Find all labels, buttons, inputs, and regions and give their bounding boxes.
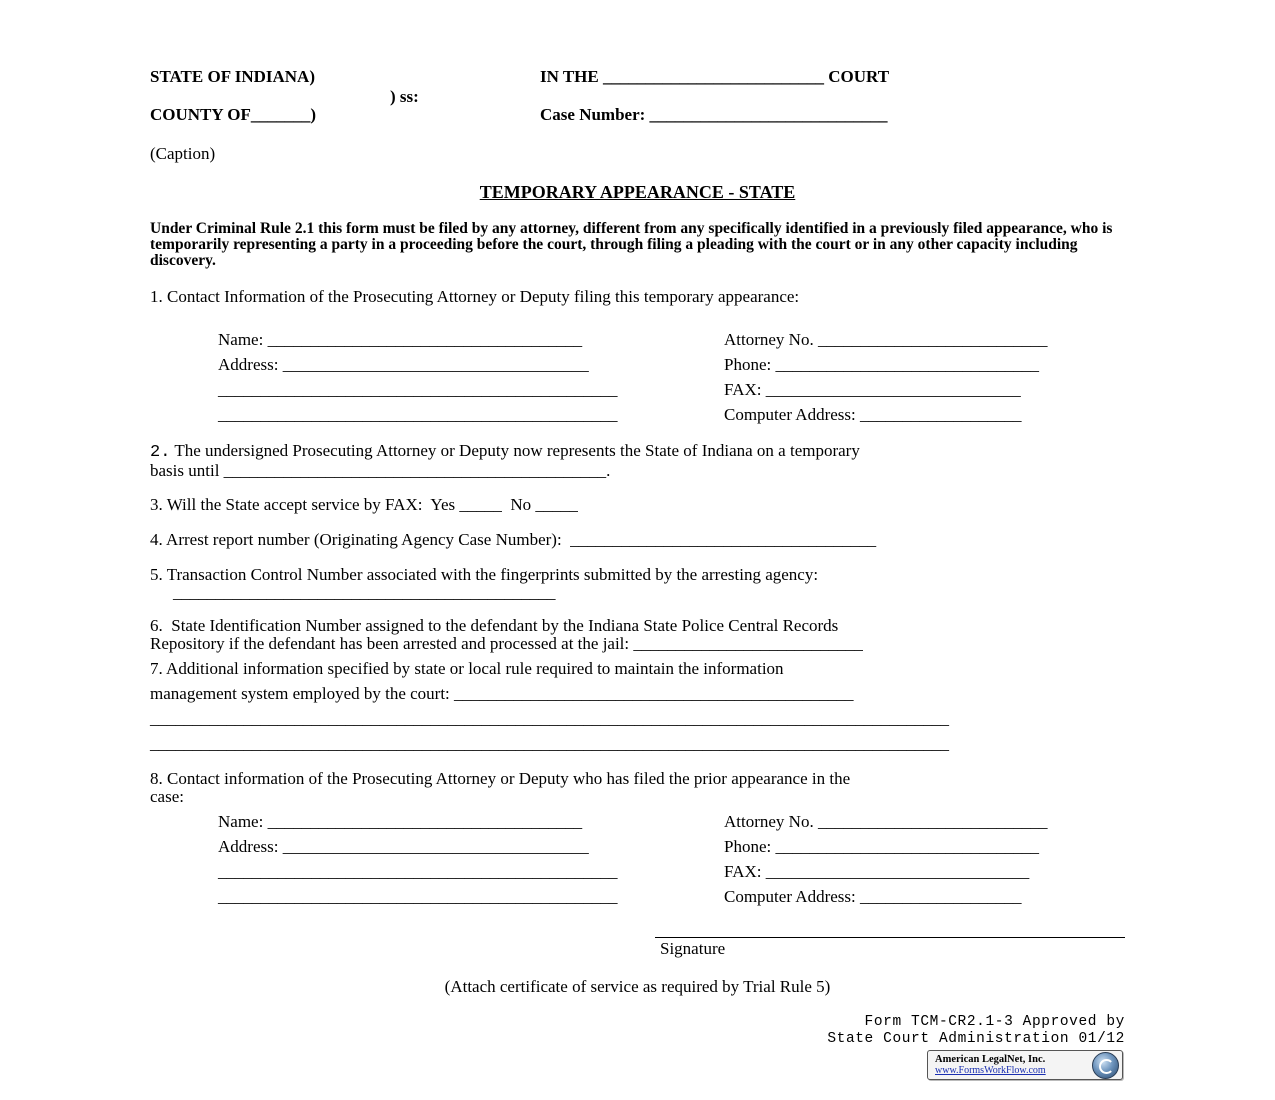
section5-heading: 5. Transaction Control Number associated with the fingerprints submitted by the arresting agency: bbox=[150, 565, 819, 584]
form-title: TEMPORARY APPEARANCE - STATE bbox=[479, 182, 796, 202]
section8-address-line2[interactable]: _______________________________________________ bbox=[218, 862, 618, 881]
section4-arrest-report-field[interactable]: 4. Arrest report number (Originating Agency Case Number): ____________________________________ bbox=[150, 530, 877, 549]
form-id-line2: State Court Administration 01/12 bbox=[827, 1031, 1125, 1047]
section7-info-field[interactable]: management system employed by the court: _______________________________________________ bbox=[150, 684, 854, 703]
signature-label: Signature bbox=[660, 939, 726, 958]
section1-address-field[interactable]: Address: ____________________________________ bbox=[218, 355, 589, 374]
section1-address-line3[interactable]: _______________________________________________ bbox=[218, 405, 618, 424]
section1-address-line2[interactable]: _______________________________________________ bbox=[218, 380, 618, 399]
section2-line1 bbox=[150, 442, 860, 461]
court-name-field[interactable]: IN THE __________________________ COURT bbox=[540, 67, 890, 86]
section1-attorney-no-field[interactable]: Attorney No. ___________________________ bbox=[724, 330, 1048, 349]
section8-heading-line1: 8. Contact information of the Prosecuting Attorney or Deputy who has filed the prior appearance in the bbox=[150, 769, 851, 788]
section6-sid-field[interactable]: Repository if the defendant has been arrested and processed at the jail: ___________________________ bbox=[150, 634, 863, 653]
logo-url-link[interactable]: www.FormsWorkFlow.com bbox=[935, 1065, 1046, 1076]
section3-fax-service[interactable]: 3. Will the State accept service by FAX: Yes _____ No _____ bbox=[150, 495, 578, 514]
section8-address-line3[interactable]: _______________________________________________ bbox=[218, 887, 618, 906]
section1-fax-field[interactable]: FAX: ______________________________ bbox=[724, 380, 1021, 399]
section8-heading-line2: case: bbox=[150, 787, 184, 806]
caption-label: (Caption) bbox=[150, 144, 216, 163]
section8-computer-address-field[interactable]: Computer Address: ___________________ bbox=[724, 887, 1022, 906]
case-number-field[interactable]: Case Number: ____________________________ bbox=[540, 105, 888, 124]
logo-company-name: American LegalNet, Inc. bbox=[935, 1054, 1046, 1065]
globe-icon bbox=[1092, 1052, 1119, 1079]
section7-info-line2[interactable]: ______________________________________________________________________________________________ bbox=[150, 709, 949, 728]
ss-label: ) ss: bbox=[390, 87, 419, 106]
attach-certificate-note: (Attach certificate of service as required by Trial Rule 5) bbox=[444, 977, 831, 996]
section6-line1: 6. State Identification Number assigned to the defendant by the Indiana State Police Central Records bbox=[150, 616, 839, 635]
section1-heading: 1. Contact Information of the Prosecuting Attorney or Deputy filing this temporary appearance: bbox=[150, 287, 800, 306]
section2-text: The undersigned Prosecuting Attorney or Deputy now represents the State of Indiana on a temporary bbox=[170, 441, 860, 460]
state-of-indiana-label: STATE OF INDIANA) bbox=[150, 67, 315, 86]
section8-address-field[interactable]: Address: ____________________________________ bbox=[218, 837, 589, 856]
section2-basis-until-field[interactable]: basis until _____________________________________________. bbox=[150, 461, 611, 480]
section7-info-line3[interactable]: ______________________________________________________________________________________________ bbox=[150, 734, 949, 753]
form-id-line1: Form TCM-CR2.1-3 Approved by bbox=[864, 1014, 1125, 1030]
section1-computer-address-field[interactable]: Computer Address: ___________________ bbox=[724, 405, 1022, 424]
section2-number: 2. bbox=[150, 443, 171, 462]
section8-attorney-no-field[interactable]: Attorney No. ___________________________ bbox=[724, 812, 1048, 831]
county-field[interactable]: COUNTY OF_______) bbox=[150, 105, 317, 124]
signature-line[interactable] bbox=[655, 937, 1125, 938]
section8-name-field[interactable]: Name: _____________________________________ bbox=[218, 812, 583, 831]
section7-line1: 7. Additional information specified by state or local rule required to maintain the information bbox=[150, 659, 784, 678]
section1-name-field[interactable]: Name: _____________________________________ bbox=[218, 330, 583, 349]
section8-phone-field[interactable]: Phone: _______________________________ bbox=[724, 837, 1039, 856]
american-legalnet-logo[interactable] bbox=[927, 1050, 1123, 1080]
section1-phone-field[interactable]: Phone: _______________________________ bbox=[724, 355, 1039, 374]
intro-paragraph: Under Criminal Rule 2.1 this form must be filed by any attorney, different from any specifically identified in a previously filed appearance, who is temporarily representing a party in a proceeding before the court, through filing a pleading with the court or in any other capacity including discovery. bbox=[150, 220, 1113, 269]
section8-fax-field[interactable]: FAX: _______________________________ bbox=[724, 862, 1030, 881]
section5-tcn-field[interactable]: _____________________________________________ bbox=[173, 583, 556, 602]
